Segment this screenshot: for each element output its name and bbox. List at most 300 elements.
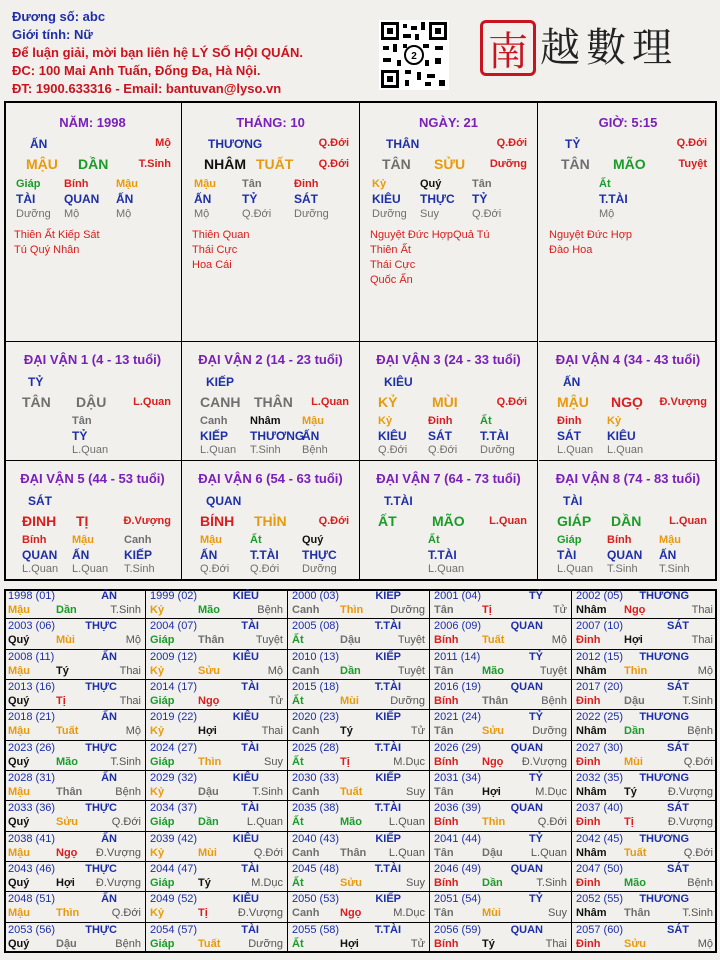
hidden-stem: Mậu (116, 178, 138, 190)
year-god: THỰC (85, 923, 117, 936)
hidden-god: KIÊU (372, 192, 401, 206)
year-can: Ất (292, 755, 304, 768)
dai-van-chi: DẦN (611, 513, 642, 529)
year-cell (4, 589, 146, 619)
year-god: QUAN (510, 923, 543, 936)
hidden-state: Q.Đới (472, 208, 502, 220)
year-cell (288, 801, 430, 831)
year-god: QUAN (510, 620, 543, 633)
year-state: Mộ (697, 937, 713, 950)
year-cell (430, 892, 572, 922)
year-state: Thai (119, 664, 141, 677)
year-cell (4, 680, 146, 710)
year-label: 2019 (22) (150, 711, 198, 724)
dai-van-chi: DẬU (76, 394, 107, 410)
dai-van-can: ẤT (378, 513, 397, 529)
year-cell (146, 710, 288, 740)
year-state: T.Sinh (682, 907, 713, 920)
year-label: 2022 (25) (576, 711, 624, 724)
year-chi: Thân (482, 694, 509, 707)
pillar-title: GIỜ: 5:15 (598, 115, 658, 130)
year-chi: Thân (56, 785, 83, 798)
year-label: 2001 (04) (434, 590, 482, 602)
year-cell (146, 589, 288, 619)
year-label: 2014 (17) (150, 680, 198, 693)
pillar-chi: MÃO (613, 156, 646, 172)
dai-van-title: ĐẠI VẬN 3 (24 - 33 tuổi) (376, 352, 521, 367)
hidden-god: T.TÀI (480, 429, 509, 443)
hidden-god: THƯƠNG (250, 429, 305, 443)
year-chi: Mão (56, 755, 78, 768)
year-cell (430, 832, 572, 862)
year-cell (572, 650, 717, 680)
pillar-god-right: Q.Đới (676, 137, 707, 149)
year-god: KIẾP (375, 893, 401, 906)
year-cell (572, 862, 717, 892)
dai-van-title: ĐẠI VẬN 1 (4 - 13 tuổi) (23, 352, 162, 367)
hidden-state: Q.Đới (250, 563, 280, 575)
hidden-stem: Ất (599, 178, 611, 190)
year-chi: Tuất (482, 634, 505, 647)
year-can: Canh (292, 907, 320, 920)
year-cell (4, 862, 146, 892)
year-state: Tuyệt (539, 664, 567, 677)
year-label: 2023 (26) (8, 741, 56, 754)
year-can: Quý (8, 876, 30, 889)
year-god: SÁT (667, 862, 689, 875)
pillar-god-main: THÂN (386, 137, 420, 151)
year-cell (146, 923, 288, 953)
year-can: Ất (292, 634, 304, 647)
year-god: THỰC (85, 741, 117, 754)
year-state: T.Sinh (252, 785, 283, 798)
hidden-god: ẤN (72, 548, 90, 562)
year-label: 2033 (36) (8, 802, 56, 815)
hidden-god: TỶ (72, 429, 88, 443)
year-can: Kỷ (150, 725, 165, 738)
dai-van-can: GIÁP (557, 513, 592, 529)
year-can: Tân (434, 785, 454, 798)
hidden-stem: Ất (250, 534, 262, 546)
hidden-state: Q.Đới (200, 563, 230, 575)
year-can: Canh (292, 604, 320, 616)
year-chi: Thân (340, 846, 367, 859)
pillar-can: MẬU (26, 156, 58, 172)
pillar-chi-state: Tuyệt (678, 158, 707, 170)
dai-van-cell (539, 342, 717, 461)
year-cell (572, 923, 717, 953)
hidden-state: Dưỡng (302, 563, 337, 575)
year-state: Đ.Vượng (667, 785, 713, 798)
seal-logo: 南 (480, 20, 536, 76)
year-state: Q.Đới (683, 846, 713, 859)
hidden-god: QUAN (607, 548, 643, 562)
year-can: Ất (292, 816, 304, 829)
year-state: M.Dục (393, 755, 425, 768)
year-state: L.Quan (246, 816, 283, 829)
year-god: ẤN (101, 771, 117, 784)
year-chi: Tý (198, 876, 211, 889)
year-chi: Hợi (624, 634, 643, 647)
year-label: 2045 (48) (292, 862, 340, 875)
dai-van-cell (182, 342, 360, 461)
year-cell (288, 589, 430, 619)
pillar-god-main: ẤN (30, 137, 48, 151)
year-cell (430, 650, 572, 680)
year-chi: Ngọ (340, 907, 362, 920)
year-cell (430, 619, 572, 649)
year-label: 2025 (28) (292, 741, 340, 754)
dai-van-title: ĐẠI VẬN 5 (44 - 53 tuổi) (20, 471, 165, 486)
hidden-state: Dưỡng (480, 444, 515, 456)
year-label: 2031 (34) (434, 771, 482, 784)
year-chi: Mão (340, 816, 362, 829)
dai-van-cell (182, 461, 360, 580)
year-god: TÀI (241, 862, 259, 875)
year-cell (4, 832, 146, 862)
dai-van-state: Q.Đới (496, 396, 527, 408)
hidden-state: T.Sinh (250, 444, 281, 456)
hidden-god: T.TÀI (250, 548, 279, 562)
year-label: 2005 (08) (292, 620, 340, 633)
year-chi: Hợi (340, 937, 359, 950)
hidden-stem: Mậu (200, 534, 222, 546)
year-cell (572, 771, 717, 801)
pillar-chi-state: Dưỡng (489, 158, 527, 170)
year-god: T.TÀI (374, 741, 401, 754)
hidden-god: QUAN (64, 192, 100, 206)
year-state: Tuyệt (397, 634, 425, 647)
year-label: 2050 (53) (292, 893, 340, 906)
year-chi: Tị (340, 755, 350, 768)
year-god: KIÊU (232, 771, 259, 784)
year-god: T.TÀI (374, 620, 401, 633)
year-label: 2041 (44) (434, 832, 482, 845)
hidden-state: L.Quan (22, 563, 59, 575)
hidden-god: ẤN (194, 192, 212, 206)
year-chi: Mùi (340, 694, 359, 707)
year-cell (572, 680, 717, 710)
year-god: SÁT (667, 923, 689, 936)
year-can: Bính (434, 816, 459, 829)
year-chi: Dần (624, 725, 645, 738)
year-cell (430, 589, 572, 619)
year-cell (288, 771, 430, 801)
hidden-state: Bệnh (302, 444, 328, 456)
hidden-state: L.Quan (72, 563, 109, 575)
dai-van-title: ĐẠI VẬN 8 (74 - 83 tuổi) (555, 471, 701, 486)
year-god: THỰC (85, 620, 117, 633)
dai-van-state: Đ.Vượng (123, 515, 171, 527)
year-cell (146, 650, 288, 680)
hidden-god: KIẾP (124, 548, 153, 562)
dai-van-state: L.Quan (133, 396, 171, 408)
hidden-state: Q.Đới (242, 208, 272, 220)
year-god: KIẾP (375, 832, 401, 845)
year-cell (146, 892, 288, 922)
header-info (12, 8, 303, 98)
year-god: TÀI (241, 620, 259, 633)
year-can: Đinh (576, 634, 601, 647)
year-chi: Mùi (482, 907, 501, 920)
year-chi: Hợi (482, 785, 501, 798)
year-state: Mộ (267, 664, 283, 677)
year-chi: Thân (624, 907, 651, 920)
hidden-god: TÀI (16, 192, 36, 206)
year-label: 2036 (39) (434, 802, 482, 815)
year-god: QUAN (510, 680, 543, 693)
year-cell (4, 650, 146, 680)
year-chi: Hợi (56, 876, 75, 889)
year-state: Suy (406, 785, 425, 798)
dai-van-can: MẬU (557, 394, 589, 410)
pillar-cell (4, 101, 182, 342)
year-chi: Thìn (198, 755, 222, 768)
year-chi: Dậu (56, 937, 77, 950)
year-god: THƯƠNG (639, 711, 689, 724)
dai-van-god: TÀI (563, 494, 583, 508)
year-cell (288, 650, 430, 680)
year-state: Thai (691, 634, 713, 647)
year-cell (146, 741, 288, 771)
year-god: ẤN (101, 650, 117, 663)
year-label: 2024 (27) (150, 741, 198, 754)
year-label: 1998 (01) (8, 590, 56, 602)
dai-van-chi: THÌN (254, 513, 287, 529)
year-state: T.Sinh (682, 694, 713, 707)
dai-van-can: CANH (200, 394, 241, 410)
year-can: Giáp (150, 755, 175, 768)
pillar-god-right: Q.Đới (496, 137, 527, 149)
year-god: TỶ (528, 832, 543, 845)
year-can: Tân (434, 725, 454, 738)
year-state: Tử (268, 694, 283, 707)
year-god: TỶ (528, 650, 543, 663)
year-god: ẤN (101, 832, 117, 845)
dai-van-can: ĐINH (22, 513, 57, 529)
year-god: T.TÀI (374, 680, 401, 693)
hidden-stem: Bính (64, 178, 89, 190)
year-label: 2040 (43) (292, 832, 340, 845)
year-can: Ất (292, 876, 304, 889)
year-cell (4, 771, 146, 801)
hidden-god: TỶ (242, 192, 258, 206)
hidden-stem: Tân (72, 415, 92, 427)
year-chi: Mão (482, 664, 504, 677)
dai-van-cell (360, 342, 538, 461)
year-can: Nhâm (576, 664, 607, 677)
year-chi: Mão (198, 604, 220, 616)
year-can: Canh (292, 846, 320, 859)
year-label: 2051 (54) (434, 893, 482, 906)
year-can: Đinh (576, 694, 601, 707)
year-state: Bệnh (257, 604, 283, 616)
hidden-god: ẤN (116, 192, 134, 206)
pillar-god-right: Mộ (155, 137, 171, 149)
dai-van-title: ĐẠI VẬN 6 (54 - 63 tuổi) (198, 471, 343, 486)
year-god: THƯƠNG (639, 650, 689, 663)
hidden-state: L.Quan (200, 444, 237, 456)
year-label: 2054 (57) (150, 923, 198, 936)
year-label: 2057 (60) (576, 923, 624, 936)
year-chi: Ngọ (624, 604, 646, 616)
hidden-stem: Canh (200, 415, 228, 427)
hidden-stem: Đinh (557, 415, 582, 427)
year-god: KIẾP (375, 771, 401, 784)
year-can: Canh (292, 725, 320, 738)
year-label: 2007 (10) (576, 620, 624, 633)
year-label: 2032 (35) (576, 771, 624, 784)
year-state: Tử (410, 937, 425, 950)
year-state: Mộ (551, 634, 567, 647)
year-chi: Mão (624, 876, 646, 889)
star-name: Đào Hoa (549, 244, 593, 256)
dai-van-god: ẤN (563, 375, 581, 389)
brand-title: 越數理 (540, 25, 678, 71)
year-label: 2037 (40) (576, 802, 624, 815)
hidden-stem: Giáp (16, 178, 41, 190)
year-state: T.Sinh (110, 755, 141, 768)
year-can: Quý (8, 755, 30, 768)
year-god: SÁT (667, 680, 689, 693)
dai-van-chi: THÂN (254, 394, 293, 410)
year-state: Đ.Vượng (667, 816, 713, 829)
year-cell (146, 862, 288, 892)
year-state: Dưỡng (390, 694, 425, 707)
year-cell (572, 710, 717, 740)
hidden-state: T.Sinh (124, 563, 155, 575)
year-chi: Mùi (624, 755, 643, 768)
year-cell (288, 680, 430, 710)
year-can: Giáp (150, 816, 175, 829)
year-god: SÁT (667, 620, 689, 633)
year-cell (288, 923, 430, 953)
year-label: 2035 (38) (292, 802, 340, 815)
hidden-state: T.Sinh (607, 563, 638, 575)
dai-van-chi: NGỌ (611, 394, 643, 410)
pillar-god-main: THƯƠNG (208, 137, 263, 151)
owner-name: Đương số: abc (12, 9, 106, 24)
year-can: Quý (8, 937, 30, 950)
pillar-chi: DẦN (78, 156, 109, 172)
year-label: 2053 (56) (8, 923, 56, 936)
year-chi: Ngọ (482, 755, 504, 768)
year-chi: Tuất (340, 785, 363, 798)
dai-van-cell (4, 461, 182, 580)
year-state: Suy (406, 876, 425, 889)
star-name: Hoa Cái (192, 259, 232, 271)
year-can: Tân (434, 846, 454, 859)
contact-note: Để luận giải, mời bạn liên hệ LÝ SỐ HỘI QUÁN. (12, 45, 303, 60)
hidden-state: L.Quan (607, 444, 644, 456)
year-chi: Tị (198, 907, 208, 920)
year-chi: Sửu (340, 876, 363, 889)
year-state: Đ.Vượng (95, 846, 141, 859)
year-label: 2052 (55) (576, 893, 624, 906)
year-can: Kỷ (150, 785, 165, 798)
year-state: Thai (119, 694, 141, 707)
year-label: 2004 (07) (150, 620, 198, 633)
year-label: 1999 (02) (150, 590, 198, 602)
gender: Giới tính: Nữ (12, 27, 93, 42)
dai-van-cell (539, 461, 717, 580)
year-cell (146, 680, 288, 710)
year-cell (430, 680, 572, 710)
year-state: Đ.Vượng (521, 755, 567, 768)
hidden-stem: Đinh (294, 178, 319, 190)
year-cell (146, 771, 288, 801)
hidden-stem: Kỷ (378, 415, 393, 427)
year-can: Đinh (576, 755, 601, 768)
year-can: Ất (292, 694, 304, 707)
year-chi: Ngọ (198, 694, 220, 707)
pillar-chi-state: T.Sinh (138, 158, 171, 170)
year-label: 2028 (31) (8, 771, 56, 784)
year-chi: Dậu (624, 694, 645, 707)
hidden-state: L.Quan (557, 444, 594, 456)
hidden-god: KIẾP (200, 429, 229, 443)
year-cell (4, 801, 146, 831)
year-god: T.TÀI (374, 802, 401, 815)
year-chi: Tuất (56, 725, 79, 738)
year-state: L.Quan (530, 846, 567, 859)
year-chi: Mùi (56, 634, 75, 647)
year-label: 2008 (11) (8, 650, 55, 663)
year-god: THƯƠNG (639, 832, 689, 845)
year-can: Ất (292, 937, 304, 950)
year-cell (4, 710, 146, 740)
pillar-stars (549, 228, 632, 258)
year-can: Nhâm (576, 725, 607, 738)
year-state: Q.Đới (683, 755, 713, 768)
year-state: T.Sinh (536, 876, 567, 889)
year-cell (288, 710, 430, 740)
year-cell (430, 710, 572, 740)
year-god: T.TÀI (374, 923, 401, 936)
dai-van-god: KIÊU (384, 375, 413, 389)
year-label: 2038 (41) (8, 832, 56, 845)
year-state: Dưỡng (390, 604, 425, 616)
year-cell (146, 619, 288, 649)
year-can: Nhâm (576, 604, 607, 616)
year-can: Tân (434, 907, 454, 920)
year-chi: Tị (624, 816, 634, 829)
year-chi: Dậu (482, 846, 503, 859)
year-god: KIÊU (232, 590, 259, 602)
year-god: QUAN (510, 802, 543, 815)
year-cell (572, 741, 717, 771)
year-cell (288, 832, 430, 862)
year-god: QUAN (510, 741, 543, 754)
year-state: Tử (410, 725, 425, 738)
year-label: 2048 (51) (8, 893, 56, 906)
year-can: Mậu (8, 725, 30, 738)
pillar-chi: TUẤT (256, 156, 294, 172)
year-god: THƯƠNG (639, 771, 689, 784)
year-chi: Sửu (198, 664, 221, 677)
year-god: TÀI (241, 802, 259, 815)
year-chi: Thìn (624, 664, 648, 677)
year-chi: Thìn (340, 604, 364, 616)
year-cell (572, 832, 717, 862)
year-state: Q.Đới (537, 816, 567, 829)
hidden-state: Q.Đới (378, 444, 408, 456)
year-chi: Thân (198, 634, 225, 647)
year-can: Quý (8, 694, 30, 707)
star-name: Thái Cực (192, 244, 238, 256)
year-can: Canh (292, 785, 320, 798)
year-can: Mậu (8, 664, 30, 677)
